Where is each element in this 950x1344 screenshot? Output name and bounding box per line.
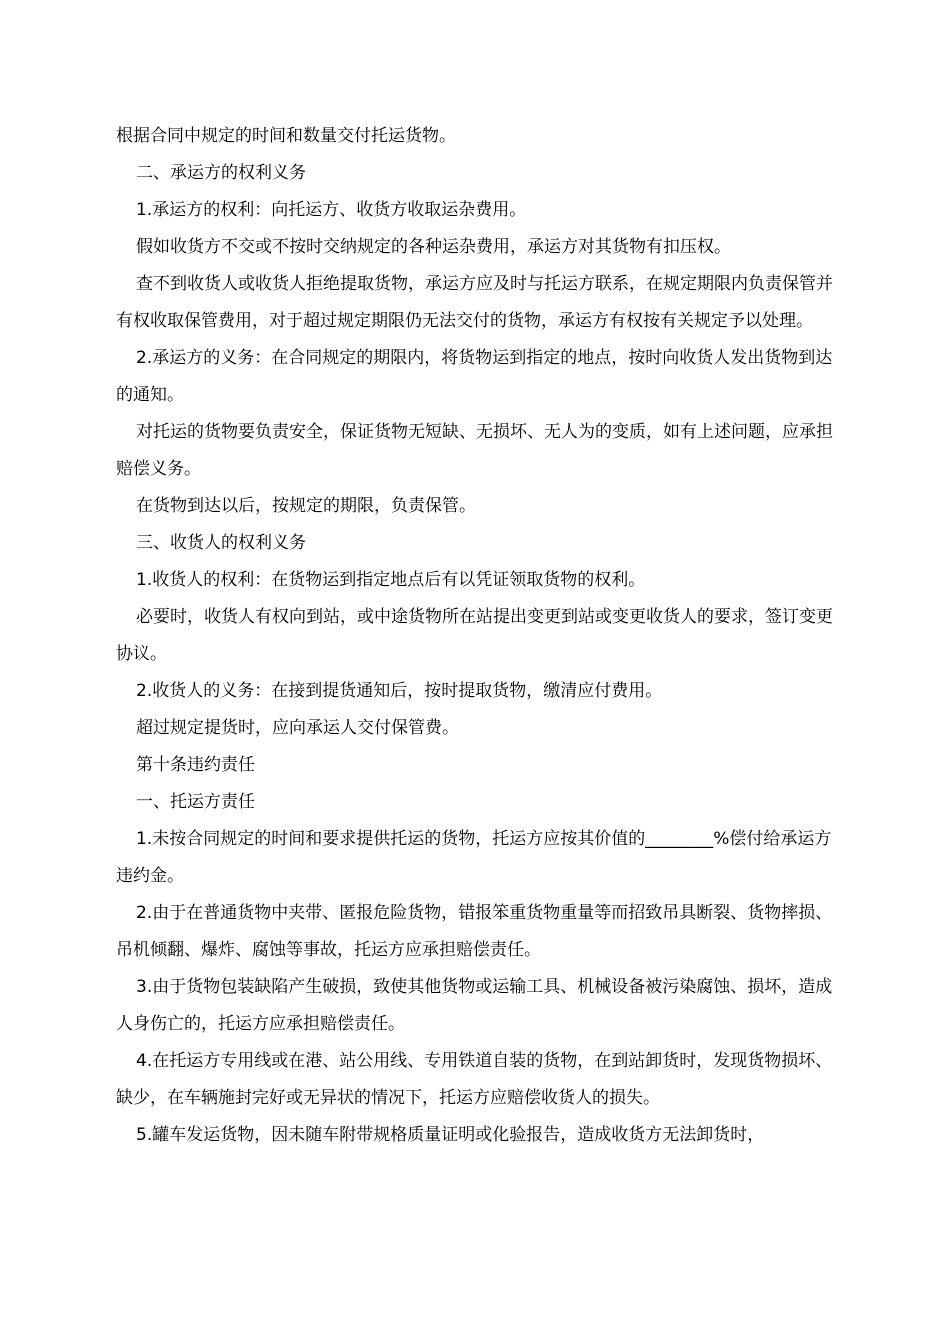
paragraph: 根据合同中规定的时间和数量交付托运货物。 — [116, 126, 456, 146]
paragraph: 必要时，收货人有权向到站，或中途货物所在站提出变更到站或变更收货人的要求，签订变更协议。 — [116, 607, 833, 664]
section-heading: 三、收货人的权利义务 — [136, 533, 306, 553]
paragraph: 1.未按合同规定的时间和要求提供托运的货物，托运方应按其价值的________%偿付给承运方违约金。 — [116, 829, 832, 886]
paragraph: 查不到收货人或收货人拒绝提取货物，承运方应及时与托运方联系，在规定期限内负责保管并有权收取保管费用，对于超过规定期限仍无法交付的货物，承运方有权按有关规定予以处理。 — [116, 274, 833, 331]
document-body — [116, 118, 838, 1154]
paragraph: 5.罐车发运货物，因未随车附带规格质量证明或化验报告，造成收货方无法卸货时， — [136, 1125, 765, 1145]
paragraph: 1.收货人的权利：在货物运到指定地点后有以凭证领取货物的权利。 — [136, 570, 646, 590]
paragraph: 2.收货人的义务：在接到提货通知后，按时提取货物，缴清应付费用。 — [136, 681, 663, 701]
section-heading: 二、承运方的权利义务 — [136, 163, 306, 183]
paragraph: 在货物到达以后，按规定的期限，负责保管。 — [136, 496, 476, 516]
paragraph: 2.由于在普通货物中夹带、匿报危险货物，错报笨重货物重量等而招致吊具断裂、货物摔损、吊机倾翻、爆炸、腐蚀等事故，托运方应承担赔偿责任。 — [116, 903, 833, 960]
article-heading: 第十条违约责任 — [136, 755, 255, 775]
paragraph: 4.在托运方专用线或在港、站公用线、专用铁道自装的货物，在到站卸货时，发现货物损坏、缺少，在车辆施封完好或无异状的情况下，托运方应赔偿收货人的损失。 — [116, 1051, 833, 1108]
paragraph: 1.承运方的权利：向托运方、收货方收取运杂费用。 — [136, 200, 527, 220]
section-heading: 一、托运方责任 — [136, 792, 255, 812]
paragraph: 假如收货方不交或不按时交纳规定的各种运杂费用，承运方对其货物有扣压权。 — [136, 237, 731, 257]
paragraph: 2.承运方的义务：在合同规定的期限内，将货物运到指定的地点，按时向收货人发出货物到达的通知。 — [116, 348, 833, 405]
paragraph: 对托运的货物要负责安全，保证货物无短缺、无损坏、无人为的变质，如有上述问题，应承担赔偿义务。 — [116, 422, 833, 479]
paragraph: 超过规定提货时，应向承运人交付保管费。 — [136, 718, 459, 738]
paragraph: 3.由于货物包装缺陷产生破损，致使其他货物或运输工具、机械设备被污染腐蚀、损坏，造成人身伤亡的，托运方应承担赔偿责任。 — [116, 977, 833, 1034]
